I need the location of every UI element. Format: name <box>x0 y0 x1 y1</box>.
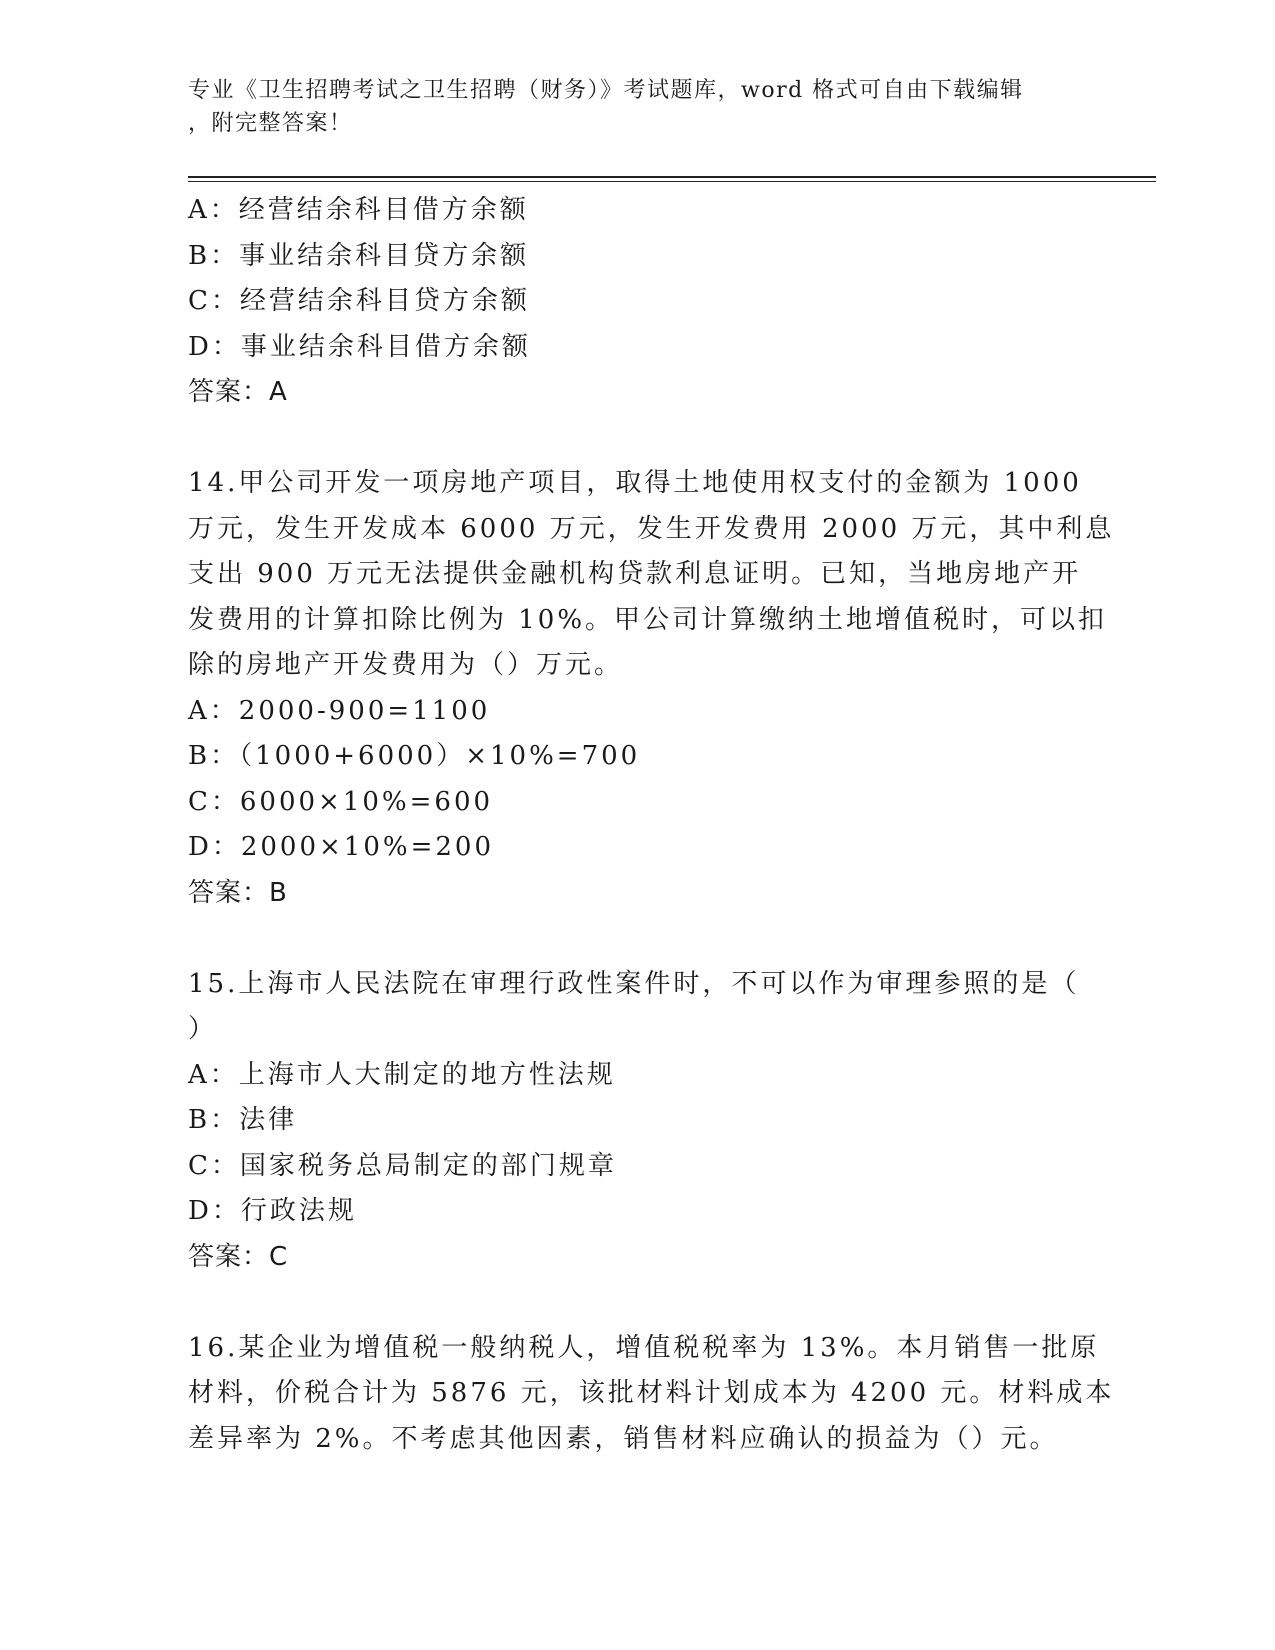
option-c: C：国家税务总局制定的部门规章 <box>188 1150 617 1181</box>
header-line-1: 专业《卫生招聘考试之卫生招聘（财务）》考试题库，word 格式可自由下载编辑 <box>188 78 1024 103</box>
answer-line: 答案：B <box>188 877 288 908</box>
option-a: A：经营结余科目借方余额 <box>188 195 529 225</box>
question-16 <box>188 1326 1115 1463</box>
header-divider <box>188 176 1156 182</box>
spacer <box>188 416 1088 462</box>
spacer <box>188 1280 1088 1326</box>
question-list <box>188 188 1115 1462</box>
question-text-line: 材料，价税合计为 5876 元，该批材料计划成本为 4200 元。材料成本 <box>188 1378 1115 1408</box>
question-15 <box>188 962 1088 1281</box>
header-line-2: ，附完整答案！ <box>188 111 353 136</box>
option-c: C：6000×10%=600 <box>188 786 494 817</box>
option-d: D：2000×10%=200 <box>188 832 494 862</box>
option-c: C：经营结余科目贷方余额 <box>188 286 530 316</box>
option-b: B：事业结余科目贷方余额 <box>188 240 530 271</box>
answer-line: 答案：A <box>188 377 288 407</box>
option-b: B：法律 <box>188 1105 298 1135</box>
question-text-line: 15.上海市人民法院在审理行政性案件时，不可以作为审理参照的是（ <box>188 968 1080 999</box>
spacer <box>188 916 1088 962</box>
answer-line: 答案：C <box>188 1241 289 1272</box>
option-d: D：事业结余科目借方余额 <box>188 331 531 362</box>
question-text-line: 发费用的计算扣除比例为 10%。甲公司计算缴纳土地增值税时，可以扣 <box>188 604 1108 635</box>
page-header <box>188 74 1088 140</box>
question-text-line: 万元，发生开发成本 6000 万元，发生开发费用 2000 万元，其中利息 <box>188 513 1115 544</box>
question-text-line: 支出 900 万元无法提供金融机构贷款利息证明。已知，当地房地产开 <box>188 559 1082 589</box>
option-d: D：行政法规 <box>188 1196 357 1226</box>
question-text-line: ） <box>188 1014 218 1044</box>
question-13 <box>188 188 1088 416</box>
option-a: A：上海市人大制定的地方性法规 <box>188 1059 616 1090</box>
question-text-line: 除的房地产开发费用为（）万元。 <box>188 650 624 680</box>
option-a: A：2000-900=1100 <box>188 695 491 726</box>
question-text-line: 16.某企业为增值税一般纳税人，增值税税率为 13%。本月销售一批原 <box>188 1332 1100 1363</box>
question-text-line: 差异率为 2%。不考虑其他因素，销售材料应确认的损益为（）元。 <box>188 1423 1059 1454</box>
question-14 <box>188 461 1115 916</box>
question-text-line: 14.甲公司开发一项房地产项目，取得土地使用权支付的金额为 1000 <box>188 468 1082 498</box>
option-b: B：（1000+6000）×10%=700 <box>188 741 641 771</box>
